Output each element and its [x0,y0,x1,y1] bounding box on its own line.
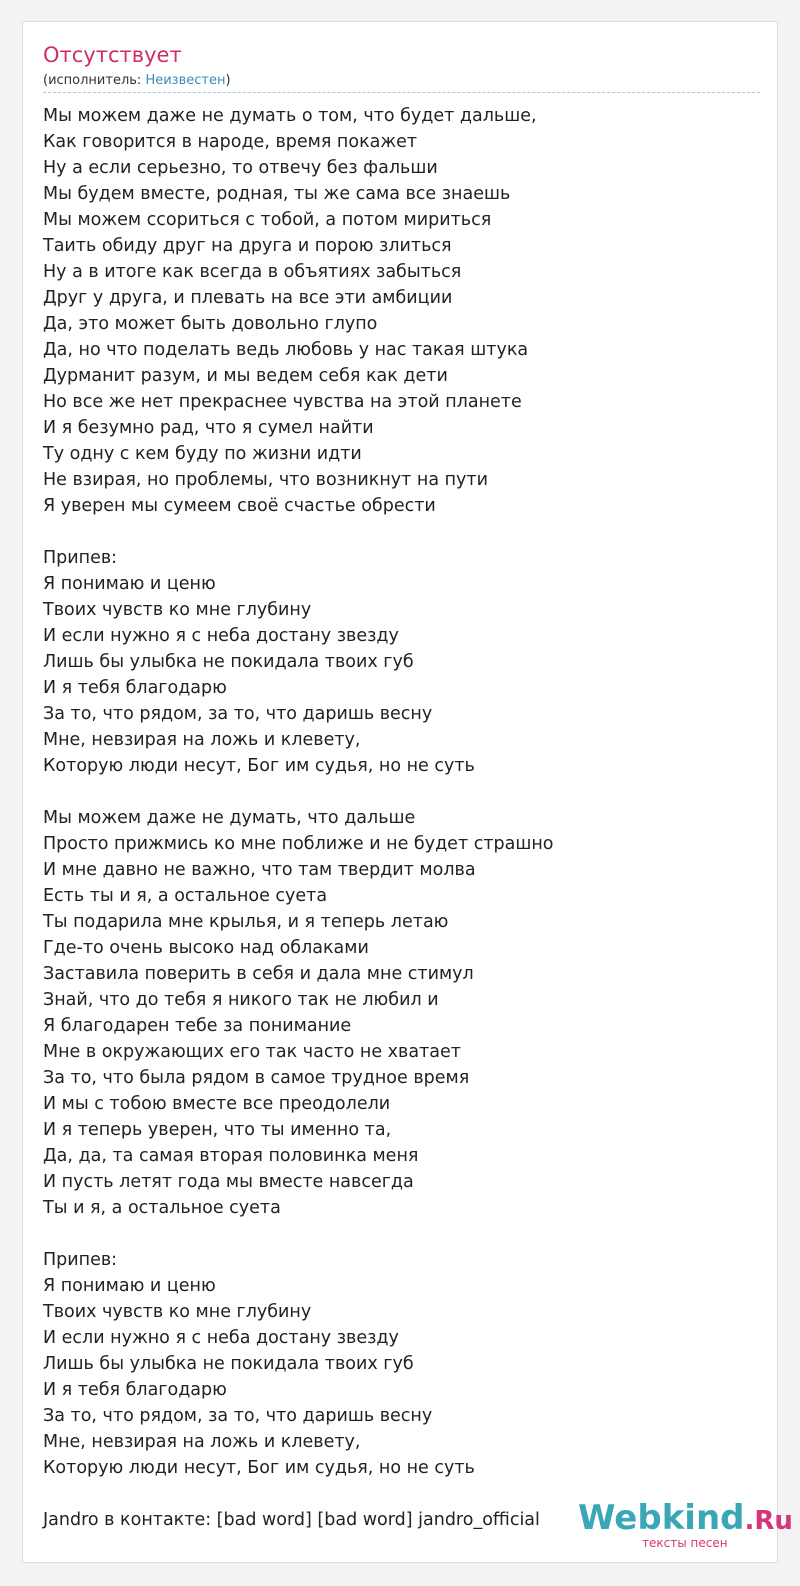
lyric-line: Я уверен мы сумеем своё счастье обрести [43,496,436,516]
lyric-line: За то, что рядом, за то, что даришь весну [43,1406,433,1426]
logo-wordmark [578,1498,793,1541]
lyric-line: Заставила поверить в себя и дала мне стимул [43,964,474,984]
lyric-line: Мне в окружающих его так часто не хватает [43,1042,461,1062]
lyric-line: И я теперь уверен, что ты именно та, [43,1120,392,1140]
lyrics-block [43,103,554,1533]
lyric-line: Дурманит разум, и мы ведем себя как дети [43,366,448,386]
lyric-line: И пусть летят года мы вместе навсегда [43,1172,414,1192]
lyric-line: И если нужно я с неба достану звезду [43,1328,399,1348]
title-divider [43,92,760,93]
lyric-line: Мы будем вместе, родная, ты же сама все знаешь [43,184,511,204]
lyric-line: Припев: [43,1250,118,1270]
lyric-line: Где-то очень высоко над облаками [43,938,369,958]
lyric-line: Которую люди несут, Бог им судья, но не суть [43,1458,475,1478]
lyric-line: Друг у друга, и плевать на все эти амбиции [43,288,453,308]
lyric-line: Мы можем ссориться с тобой, а потом мириться [43,210,492,230]
lyric-line: Лишь бы улыбка не покидала твоих губ [43,652,414,672]
lyric-line: Просто прижмись ко мне поближе и не будет страшно [43,834,554,854]
site-logo[interactable] [578,1498,793,1554]
lyric-line: Jandro в контакте: [bad word] [bad word] jandro_official [43,1510,540,1530]
lyric-line: Мне, невзирая на ложь и клевету, [43,730,361,750]
lyric-line: За то, что была рядом в самое трудное время [43,1068,470,1088]
stanza-gap [43,519,554,545]
lyric-line: Которую люди несут, Бог им судья, но не суть [43,756,475,776]
lyric-line: Да, это может быть довольно глупо [43,314,378,334]
lyric-line: И если нужно я с неба достану звезду [43,626,399,646]
lyric-line: Твоих чувств ко мне глубину [43,600,312,620]
lyric-line: Ну а если серьезно, то отвечу без фальши [43,158,438,178]
lyric-line: Припев: [43,548,118,568]
lyric-line: Я понимаю и ценю [43,1276,216,1296]
lyric-line: И мы с тобою вместе все преодолели [43,1094,391,1114]
lyric-line: Да, но что поделать ведь любовь у нас такая штука [43,340,529,360]
lyric-line: Таить обиду друг на друга и порою злиться [43,236,452,256]
lyric-line: И мне давно не важно, что там твердит молва [43,860,476,880]
stanza-gap [43,1221,554,1247]
lyric-line: Ну а в итоге как всегда в объятиях забыться [43,262,462,282]
logo-domain-text: .Ru [744,1506,793,1536]
lyric-line: Не взирая, но проблемы, что возникнут на пути [43,470,488,490]
artist-line [43,73,231,89]
lyric-line: Но все же нет прекраснее чувства на этой планете [43,392,522,412]
lyric-line: Я понимаю и ценю [43,574,216,594]
lyric-line: Знай, что до тебя я никого так не любил и [43,990,439,1010]
lyric-line: Мы можем даже не думать, что дальше [43,808,416,828]
lyric-line: Я благодарен тебе за понимание [43,1016,352,1036]
artist-suffix: ) [225,73,231,88]
lyric-line: Мы можем даже не думать о том, что будет дальше, [43,106,537,126]
lyric-line: И я тебя благодарю [43,678,227,698]
lyric-line: И я тебя благодарю [43,1380,227,1400]
logo-tagline: тексты песен [642,1536,728,1550]
lyric-line: Как говорится в народе, время покажет [43,132,418,152]
lyric-line: Есть ты и я, а остальное суета [43,886,328,906]
lyric-line: За то, что рядом, за то, что даришь весну [43,704,433,724]
artist-link[interactable]: Неизвестен [145,73,226,88]
lyric-line: Лишь бы улыбка не покидала твоих губ [43,1354,414,1374]
lyric-line: И я безумно рад, что я сумел найти [43,418,374,438]
lyric-line: Да, да, та самая вторая половинка меня [43,1146,419,1166]
lyric-line: Твоих чувств ко мне глубину [43,1302,312,1322]
lyric-line: Ты и я, а остальное суета [43,1198,281,1218]
artist-prefix: (исполнитель: [43,73,146,88]
stanza-gap [43,779,554,805]
lyric-line: Ту одну с кем буду по жизни идти [43,444,362,464]
logo-main-text: Webkind [578,1498,745,1538]
stanza-gap [43,1481,554,1507]
song-title: Отсутствует [43,43,182,67]
lyric-line: Мне, невзирая на ложь и клевету, [43,1432,361,1452]
lyric-line: Ты подарила мне крылья, и я теперь летаю [43,912,449,932]
